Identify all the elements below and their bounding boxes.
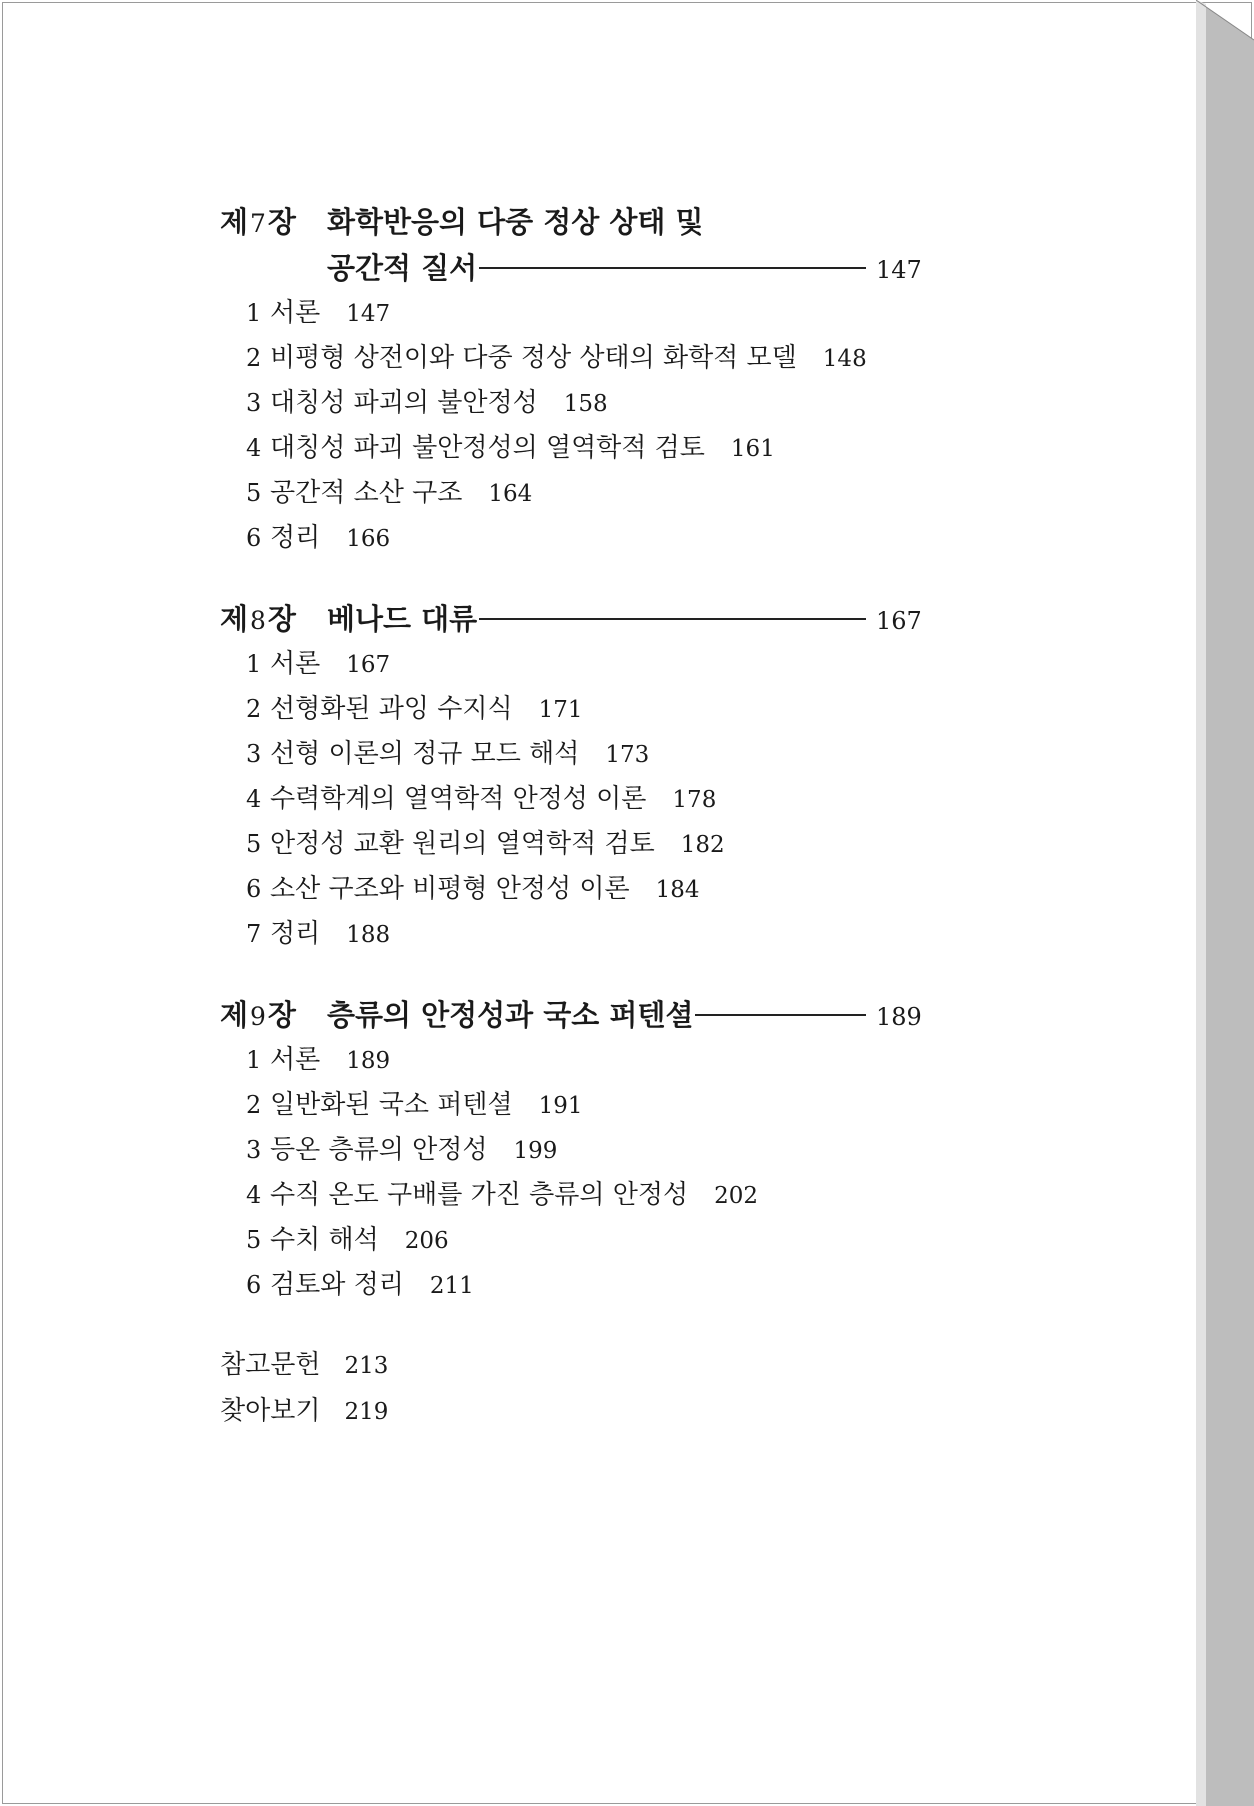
chapter-8 (220, 597, 920, 958)
chapter-number: 제8장 (220, 602, 296, 636)
references-entry[interactable] (220, 1344, 920, 1390)
dot-leader (479, 267, 866, 269)
section-number: 1 (246, 650, 262, 678)
section-number: 5 (246, 830, 262, 858)
spacer (220, 958, 920, 993)
section-number: 4 (246, 434, 262, 462)
section-number: 1 (246, 1046, 262, 1074)
index-entry[interactable] (220, 1390, 920, 1436)
section-title: 수직 온도 구배를 가진 층류의 안정성 (270, 1180, 689, 1210)
section-title: 수치 해석 (270, 1225, 379, 1255)
chapter-9 (220, 993, 920, 1309)
section-item[interactable] (220, 868, 920, 913)
section-title: 서론 (270, 649, 321, 679)
section-page: 164 (488, 481, 533, 507)
chapter-title-line2: 공간적 질서 (327, 251, 478, 285)
chapter-title: 베나드 대류 (327, 602, 478, 636)
spacer (220, 562, 920, 597)
section-page: 189 (346, 1048, 391, 1074)
chapter-page: 189 (876, 1003, 922, 1031)
section-page: 166 (346, 526, 391, 552)
section-number: 7 (246, 920, 262, 948)
dot-leader (479, 618, 866, 620)
section-item[interactable] (220, 688, 920, 733)
section-number: 3 (246, 389, 262, 417)
section-page: 171 (538, 697, 583, 723)
section-number: 6 (246, 524, 262, 552)
section-page: 173 (605, 742, 650, 768)
section-number: 3 (246, 740, 262, 768)
section-item[interactable] (220, 292, 920, 337)
section-title: 일반화된 국소 퍼텐셜 (270, 1090, 513, 1120)
section-page: 148 (822, 346, 867, 372)
section-item[interactable] (220, 1129, 920, 1174)
section-number: 6 (246, 875, 262, 903)
chapter-number: 제9장 (220, 998, 296, 1032)
section-item[interactable] (220, 1264, 920, 1309)
section-title: 공간적 소산 구조 (270, 478, 463, 508)
section-number: 2 (246, 344, 262, 372)
chapter-title: 층류의 안정성과 국소 퍼텐셜 (327, 998, 694, 1032)
section-number: 5 (246, 479, 262, 507)
section-item[interactable] (220, 823, 920, 868)
page-edge-shadow (1196, 0, 1254, 1806)
section-title: 검토와 정리 (270, 1270, 404, 1300)
section-item[interactable] (220, 382, 920, 427)
section-title: 비평형 상전이와 다중 정상 상태의 화학적 모델 (270, 343, 797, 373)
section-page: 147 (346, 301, 391, 327)
section-page: 211 (429, 1273, 474, 1299)
section-title: 정리 (270, 523, 321, 553)
section-page: 202 (714, 1183, 758, 1209)
section-item[interactable] (220, 472, 920, 517)
chapter-heading[interactable] (220, 597, 920, 643)
dot-leader (695, 1014, 866, 1016)
chapter-heading-continued[interactable] (220, 246, 920, 292)
section-item[interactable] (220, 1174, 920, 1219)
section-title: 대칭성 파괴의 불안정성 (270, 388, 538, 418)
section-title: 서론 (270, 1045, 321, 1075)
section-number: 3 (246, 1136, 262, 1164)
section-item[interactable] (220, 1039, 920, 1084)
section-page: 167 (346, 652, 391, 678)
section-page: 161 (730, 436, 775, 462)
section-number: 5 (246, 1226, 262, 1254)
chapter-heading[interactable] (220, 200, 920, 246)
table-of-contents (220, 200, 920, 1436)
chapter-heading[interactable] (220, 993, 920, 1039)
section-page: 158 (563, 391, 608, 417)
section-page: 199 (513, 1138, 558, 1164)
section-page: 184 (655, 877, 700, 903)
chapter-page: 147 (876, 256, 922, 284)
section-item[interactable] (220, 778, 920, 823)
back-matter-title: 참고문헌 (220, 1350, 321, 1380)
section-title: 정리 (270, 919, 321, 949)
section-number: 4 (246, 1181, 262, 1209)
section-title: 선형 이론의 정규 모드 해석 (270, 739, 580, 769)
chapter-number: 제7장 (220, 205, 296, 239)
section-number: 2 (246, 695, 262, 723)
spacer (220, 1309, 920, 1344)
section-title: 등온 층류의 안정성 (270, 1135, 488, 1165)
section-number: 6 (246, 1271, 262, 1299)
section-number: 4 (246, 785, 262, 813)
section-page: 188 (346, 922, 391, 948)
section-page: 182 (680, 832, 725, 858)
section-page: 191 (538, 1093, 583, 1119)
section-number: 2 (246, 1091, 262, 1119)
chapter-title-line1: 화학반응의 다중 정상 상태 및 (327, 205, 704, 239)
section-item[interactable] (220, 1219, 920, 1264)
section-item[interactable] (220, 1084, 920, 1129)
section-page: 178 (672, 787, 717, 813)
section-title: 안정성 교환 원리의 열역학적 검토 (270, 829, 655, 859)
section-page: 206 (404, 1228, 449, 1254)
section-item[interactable] (220, 733, 920, 778)
section-title: 서론 (270, 298, 321, 328)
section-item[interactable] (220, 427, 920, 472)
section-item[interactable] (220, 643, 920, 688)
section-title: 소산 구조와 비평형 안정성 이론 (270, 874, 630, 904)
section-title: 대칭성 파괴 불안정성의 열역학적 검토 (270, 433, 705, 463)
section-title: 수력학계의 열역학적 안정성 이론 (270, 784, 647, 814)
section-title: 선형화된 과잉 수지식 (270, 694, 513, 724)
chapter-7 (220, 200, 920, 562)
section-number: 1 (246, 299, 262, 327)
section-item[interactable] (220, 517, 920, 562)
section-item[interactable] (220, 337, 920, 382)
chapter-page: 167 (876, 607, 922, 635)
back-matter-page: 213 (344, 1353, 389, 1379)
back-matter-title: 찾아보기 (220, 1396, 321, 1426)
section-item[interactable] (220, 913, 920, 958)
back-matter-page: 219 (344, 1399, 389, 1425)
